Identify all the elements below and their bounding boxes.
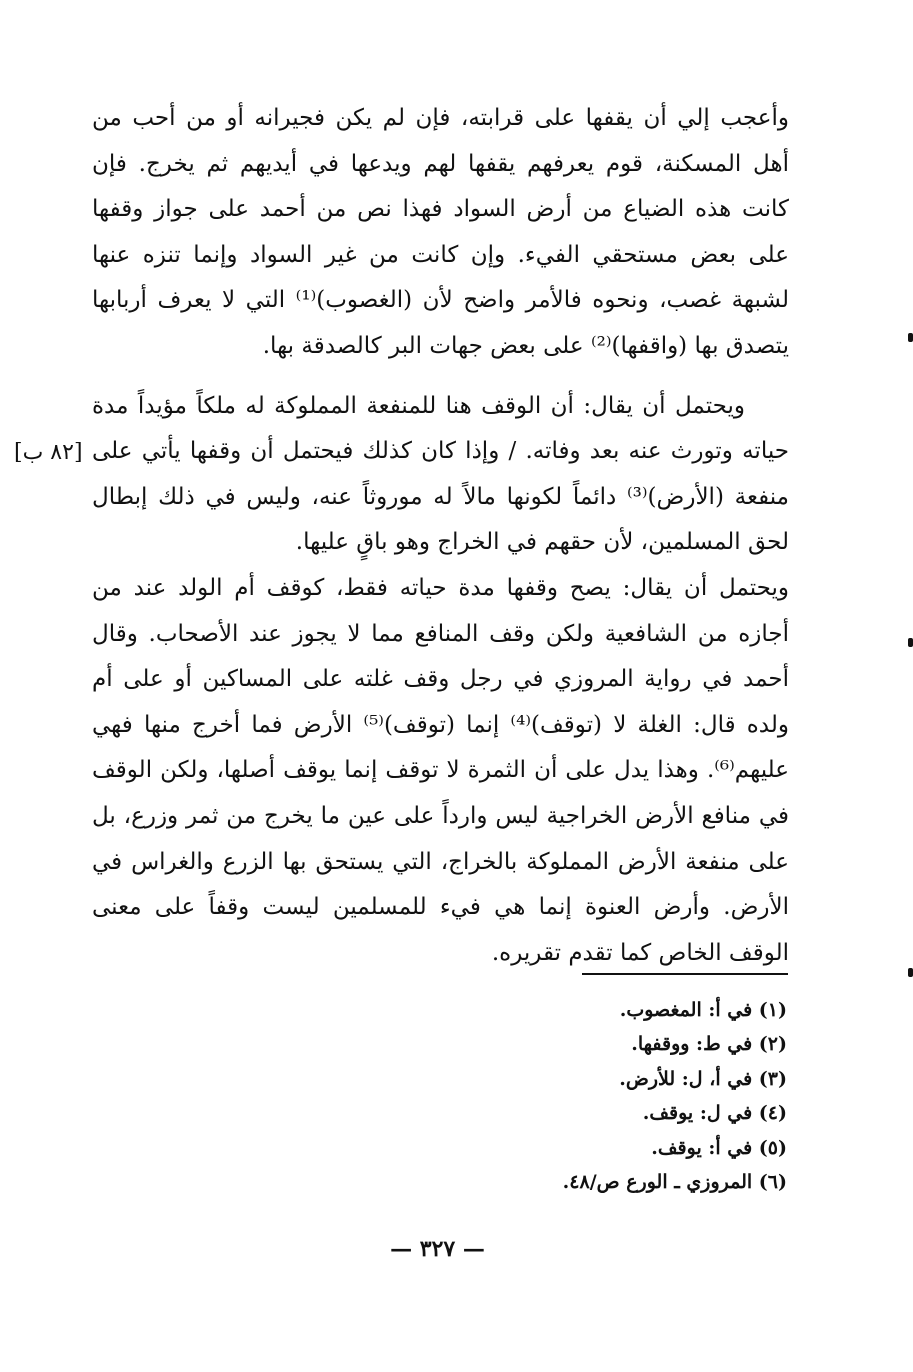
footnote-2: (٢) في ط: ووقفها. bbox=[631, 1033, 787, 1056]
main-text bbox=[92, 96, 789, 976]
footnote-4: (٤) في ل: يوقف. bbox=[642, 1102, 787, 1125]
footnote-separator bbox=[582, 973, 788, 975]
footnote-6: (٦) المروزي ـ الورع ص/٤٨. bbox=[562, 1171, 787, 1194]
paragraph-1: وأعجب إلي أن يقفها على قرابته، فإن لم يكن فجيرانه أو من أحب من أهل المسكنة، قوم يعرفهم يقفها لهم ويدعها في أيديهم ثم يخرج. فإن كانت هذه الضياع من أرض السواد فهذا نص من أحمد على جواز وقفها على بعض مستحقي الفيء. وإن كانت من غير السواد وإنما تنزه عنها لشبهة غصب، ونحوه فالأمر واضح لأن (الغصوب)⁽¹⁾ التي لا يعرف أربابها يتصدق بها (واقفها)⁽²⁾ على بعض جهات البر كالصدقة بها. bbox=[92, 105, 789, 359]
page-number: — ٣٢٧ — bbox=[390, 1236, 485, 1262]
footnote-1: (١) في أ: المغصوب. bbox=[619, 999, 787, 1021]
footnote-3: (٣) في أ، ل: للأرض. bbox=[619, 1067, 787, 1090]
margin-dot bbox=[908, 638, 913, 647]
paragraph-2: ويحتمل أن يقال: أن الوقف هنا للمنفعة المملوكة له ملكاً مؤيداً مدة حياته وتورث عنه بعد وفاته. / وإذا كان كذلك فيحتمل أن وقفها يأتي على منفعة (الأرض)⁽³⁾ دائماً لكونها مالاً له موروثاً عنه، وليس في ذلك إبطال لحق المسلمين، لأن حقهم في الخراج وهو باقٍ عليها. bbox=[92, 392, 789, 556]
footnote-5: (٥) في أ: يوقف. bbox=[651, 1136, 787, 1159]
margin-dot bbox=[908, 968, 913, 977]
manuscript-folio-marker: [٨٢ ب] bbox=[14, 440, 83, 465]
paragraph-3: ويحتمل أن يقال: يصح وقفها مدة حياته فقط، كوقف أم الولد عند من أجازه من الشافعية ولكن وقف المنافع مما لا يجوز عند الأصحاب. وقال أحمد في رواية المروزي في رجل وقف غلته على المساكين أو على أم ولده قال: الغلة لا (توقف)⁽⁴⁾ إنما (توقف)⁽⁵⁾ الأرض فما أخرج منها فهي عليهم⁽⁶⁾. وهذا يدل على أن الثمرة لا توقف إنما يوقف أصلها، ولكن الوقف في منافع الأرض الخراجية ليس وارداً على عين ما يخرج من ثمر وزرع، بل على منفعة الأرض المملوكة بالخراج، التي يستحق بها الزرع والغراس في الأرض. وأرض العنوة إنما هي فيء للمسلمين ليست وقفاً على معنى الوقف الخاص كما تقدم تقريره. bbox=[92, 574, 789, 966]
margin-dot bbox=[908, 333, 913, 342]
footnotes bbox=[427, 993, 787, 1199]
